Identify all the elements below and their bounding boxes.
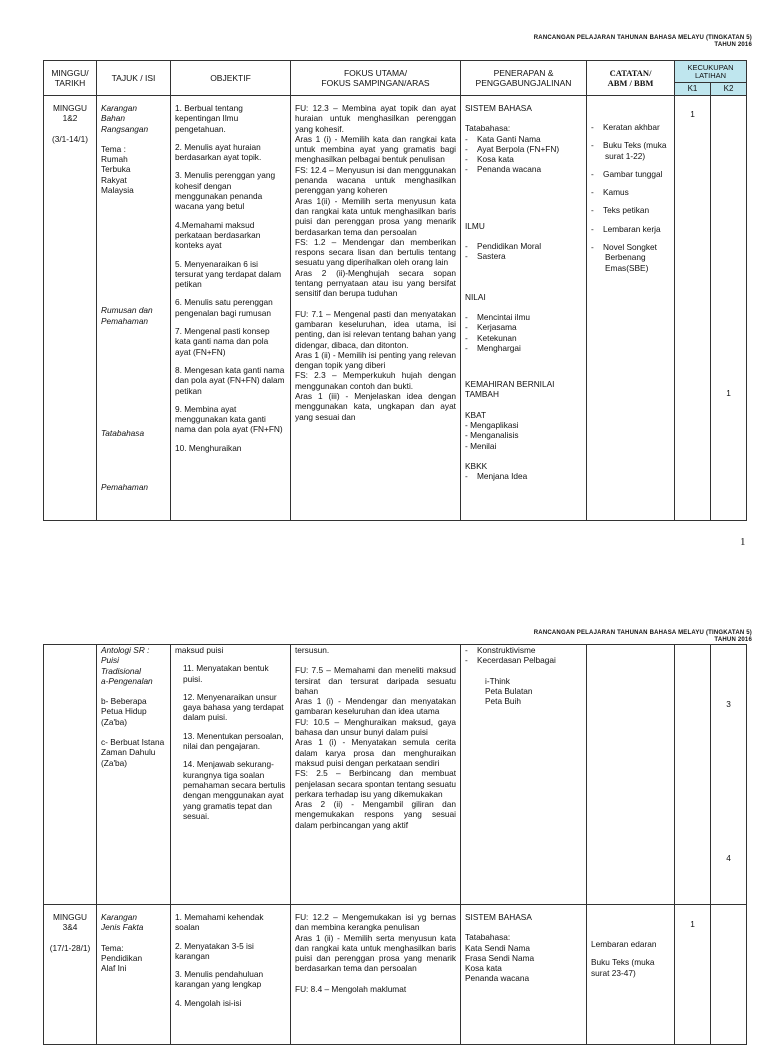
objektif-item: 4. Mengolah isi-isi [175, 997, 242, 1008]
col-catatan: CATATAN/ ABM / BBM [587, 61, 675, 96]
objektif-item: 7. Mengenal pasti konsep kata ganti nama dan pola ayat (FN+FN) [175, 326, 270, 357]
tatabahasa-item: - Kata Ganti Nama [465, 133, 541, 144]
header-year: TAHUN 2016 [714, 637, 752, 643]
k2-count: 1 [726, 388, 731, 398]
kbkk-item: - Menjana Idea [465, 471, 528, 482]
ithink-item: Peta Bulatan [485, 685, 533, 696]
fokus-item: FU: 10.5 – Menghuraikan maksud, gaya bahasa dan unsur bunyi dalam puisi [295, 716, 456, 738]
kbat-heading: KBAT [465, 409, 487, 420]
tatabahasa-item: - Kosa kata [465, 154, 514, 165]
kbat-item: - Menganalisis [465, 430, 519, 441]
page-number: 1 [740, 536, 746, 548]
rpt-table-page2 [43, 644, 747, 1045]
col-penerapan: PENERAPAN & PENGGABUNGJALINAN [461, 61, 587, 96]
kemahiran-heading: KEMAHIRAN BERNILAI TAMBAH [465, 379, 555, 400]
objektif-item: 2. Menyatakan 3-5 isi karangan [175, 940, 254, 961]
fokus-item: Aras 2 (ii)-Menghujah secara sopan tentang pernyataan atau isu yang bersifat sensitif dan berupa tuduhan [295, 267, 456, 299]
fokus-item: FU: 12.2 – Mengemukakan isi yg bernas dan membina kerangka penulisan [295, 912, 456, 933]
fokus-item: FS: 1.2 – Mendengar dan memberikan respons secara lisan dan bertulis tentang sesuatu yang diperihalkan oleh orang lain [295, 236, 456, 268]
tema-label: Tema: [101, 942, 124, 953]
tajuk-petua-hidup: b- Beberapa Petua Hidup (Za'ba) [101, 696, 147, 727]
penerapan-item: - Kecerdasan Pelbagai [465, 655, 556, 666]
catatan-item: Buku Teks (muka surat 23-47) [591, 957, 655, 978]
cell-k1 [675, 96, 711, 521]
nilai-item: - Menghargai [465, 342, 521, 353]
k1-count: 1 [690, 109, 695, 119]
objektif-item: 4.Memahami maksud perkataan berdasarkan konteks ayat [175, 219, 261, 251]
objektif-item: maksud puisi [175, 645, 224, 655]
objektif-item: 5. Menyenaraikan 6 isi tersurat yang terdapat dalam petikan [175, 258, 282, 290]
tema-line: Terbuka [101, 164, 131, 175]
tajuk-line: Puisi [101, 655, 119, 666]
fokus-item: FS: 12.4 – Menyusun isi dan menggunakan penanda wacana untuk menghasilkan perenggan yang koheren [295, 164, 456, 196]
objektif-item: 3. Menulis pendahuluan karangan yang lengkap [175, 969, 264, 990]
tajuk-tatabahasa: Tatabahasa [101, 427, 145, 438]
objektif-item: 11. Menyatakan bentuk puisi. [183, 663, 269, 684]
tajuk-line: Jenis Fakta [101, 922, 144, 933]
fokus-item: FU: 7.1 – Mengenal pasti dan menyatakan gambaran keseluruhan, idea utama, isi penting, dan isi relevan tentang bahan yang didengar, dibaca, dan ditonton. [295, 308, 456, 350]
catatan-item: - Teks petikan [591, 205, 650, 216]
col-k1: K1 [675, 83, 711, 96]
cell-fokus [291, 645, 461, 905]
objektif-item: 1. Memahami kehendak soalan [175, 912, 264, 933]
kbkk-heading: KBKK [465, 460, 488, 471]
cell-fokus [291, 96, 461, 521]
tatabahasa-item: - Ayat Berpola (FN+FN) [465, 143, 560, 154]
minggu-label: MINGGU 1&2 [52, 103, 88, 124]
tarikh-label: (3/1-14/1) [52, 133, 88, 144]
tema-line: Rakyat [101, 174, 127, 185]
table-row-sastera [44, 645, 747, 905]
fokus-item: FU: 7.5 – Memahami dan meneliti maksud tersirat dan tersurat daripada sesuatu bahan [295, 665, 456, 696]
objektif-item: 6. Menulis satu perenggan pengenalan bagi rumusan [175, 297, 273, 318]
k2-count: 4 [726, 853, 731, 864]
tatabahasa-item: Frasa Sendi Nama [465, 952, 535, 963]
cell-penerapan [461, 96, 587, 521]
col-minggu: MINGGU/ TARIKH [44, 61, 97, 96]
objektif-item: 1. Berbual tentang kepentingan Ilmu pengetahuan. [175, 103, 243, 134]
nilai-item: - Ketekunan [465, 332, 517, 343]
fokus-item: tersusun. [295, 645, 330, 655]
nilai-item: - Mencintai ilmu [465, 311, 531, 322]
fokus-item: Aras 1 (ii) - Memilih isi penting yang relevan dengan topik yang diberi [295, 349, 456, 371]
tatabahasa-label: Tatabahasa: [465, 932, 511, 943]
catatan-item: - Kamus [591, 187, 629, 198]
header-title: RANCANGAN PELAJARAN TAHUNAN BAHASA MELAYU (TINGKATAN 5) [533, 630, 752, 636]
tajuk-line: Tradisional [101, 665, 141, 676]
cell-objektif [171, 645, 291, 905]
tajuk-line: Karangan [101, 912, 137, 922]
ilmu-heading: ILMU [465, 220, 485, 231]
cell-k1 [675, 645, 711, 905]
catatan-item: - Keratan akhbar [591, 122, 660, 132]
minggu-label: MINGGU 3&4 [52, 912, 88, 933]
tarikh-label: (17/1-28/1) [49, 942, 91, 953]
rpt-table-page1 [43, 60, 747, 521]
tema-label: Tema : [101, 143, 126, 154]
fokus-item: FU: 12.3 – Membina ayat topik dan ayat huraian untuk menghasilkan perenggan yang kohesif. [295, 103, 456, 134]
objektif-item: 12. Menyenaraikan unsur gaya bahasa yang terdapat dalam puisi. [183, 691, 284, 723]
page-header [534, 35, 752, 49]
cell-catatan [587, 645, 675, 905]
objektif-item: 3. Menulis perenggan yang kohesif dengan menggunakan penanda wacana yang betul [175, 170, 276, 212]
tatabahasa-item: Kata Sendi Nama [465, 942, 531, 953]
tatabahasa-label: Tatabahasa: [465, 123, 511, 134]
tajuk-pengenalan: a-Pengenalan [101, 675, 153, 686]
cell-penerapan [461, 645, 587, 905]
cell-tajuk [97, 645, 171, 905]
table-row-minggu-1-2 [44, 96, 747, 521]
tajuk-line: Rangsangan [101, 123, 149, 134]
cell-minggu [44, 96, 97, 521]
ilmu-item: - Pendidikan Moral [465, 241, 542, 252]
catatan-item: - Novel Songket Berbenang Emas(SBE) [591, 242, 657, 273]
ilmu-item: - Sastera [465, 251, 506, 262]
fokus-item: Aras 1 (iii) - Menjelaskan idea dengan menggunakan kata, ungkapan dan ayat yang sesuai dan [295, 391, 456, 422]
tema-line: Malaysia [101, 185, 134, 196]
tema-line: Alaf Ini [101, 963, 127, 974]
fokus-item: Aras 1 (i) - Memilih kata dan rangkai kata untuk membina ayat yang gramatis bagi menghasilkan pelbagai bentuk penulisan [295, 133, 456, 165]
tajuk-rumusan: Rumusan dan [101, 305, 153, 316]
tatabahasa-item: Penanda wacana [465, 973, 530, 984]
tajuk-line: Antologi SR : [101, 645, 150, 655]
catatan-item: - Lembaran kerja [591, 223, 661, 234]
fokus-item: Aras 1 (i) - Menyatakan semula cerita dalam karya prosa dan menghuraikan maksud puisi dengan perkataan sendiri [295, 737, 456, 768]
objektif-item: 13. Menentukan persoalan, nilai dan pengajaran. [183, 730, 284, 752]
ithink-heading: i-Think [485, 675, 510, 686]
nilai-item: - Kerjasama [465, 322, 517, 333]
nilai-heading: NILAI [465, 291, 486, 302]
objektif-item: 9. Membina ayat menggunakan kata ganti nama dan pola ayat (FN+FN) [175, 403, 283, 435]
tajuk-berbuat-istana: c- Berbuat Istana Zaman Dahulu (Za'ba) [101, 737, 165, 768]
tajuk-line: Karangan [101, 103, 137, 113]
fokus-item: Aras 1(ii) - Memilih serta menyusun kata dan rangkai kata untuk menghasilkan baris puisi dan perenggan prosa yang menarik berdasarkan tema dan persoalan [295, 195, 456, 237]
fokus-item: Aras 1 (ii) - Memilih serta menyusun kata dan rangkai kata untuk menghasilkan baris puisi dan perenggan prosa yang menarik berdasarkan tema dan persoalan [295, 932, 456, 974]
fokus-item: Aras 1 (i) - Mendengar dan menyatakan gambaran keseluruhan dan idea utama [295, 696, 456, 717]
tajuk-line: Bahan [101, 113, 125, 124]
k2-count: 3 [726, 699, 731, 709]
objektif-item: 10. Menghuraikan [175, 442, 242, 453]
col-tajuk: TAJUK / ISI [97, 61, 171, 96]
tema-line: Rumah [101, 154, 128, 165]
fokus-item: FS: 2.5 – Berbincang dan membuat penjelasan secara spontan tentang sesuatu perkara terhadap isu yang dikemukakan [295, 768, 456, 799]
header-year: TAHUN 2016 [714, 42, 752, 48]
penerapan-item: - Konstruktivisme [465, 645, 536, 655]
col-fokus: FOKUS UTAMA/ FOKUS SAMPINGAN/ARAS [291, 61, 461, 96]
tatabahasa-item: - Penanda wacana [465, 164, 542, 175]
sistem-bahasa-heading: SISTEM BAHASA [465, 912, 532, 922]
fokus-item: Aras 2 (ii) - Mengambil giliran dan mengemukakan respons yang sesuai dalam perbincangan yang aktif [295, 799, 456, 830]
tatabahasa-item: Kosa kata [465, 963, 502, 974]
catatan-item: Lembaran edaran [591, 939, 657, 949]
col-objektif: OBJEKTIF [171, 61, 291, 96]
header-title: RANCANGAN PELAJARAN TAHUNAN BAHASA MELAYU (TINGKATAN 5) [533, 35, 752, 41]
objektif-item: 14. Menjawab sekurang-kurangnya tiga soalan pemahaman secara bertulis dengan menggunakan ayat yang gramatis tepat dan sesuai. [183, 759, 286, 821]
sistem-bahasa-heading: SISTEM BAHASA [465, 103, 532, 113]
tema-line: Pendidikan [101, 952, 143, 963]
col-kecukupan: KECUKUPAN LATIHAN [675, 61, 747, 83]
cell-k2 [711, 645, 747, 905]
kbat-item: - Mengaplikasi [465, 420, 519, 431]
cell-tajuk [97, 96, 171, 521]
cell-objektif [171, 96, 291, 521]
cell-minggu [44, 645, 97, 905]
page-header [534, 630, 752, 644]
objektif-item: 2. Menulis ayat huraian berdasarkan ayat topik. [175, 141, 262, 163]
ithink-item: Peta Buih [485, 696, 521, 707]
fokus-item: FS: 2.3 – Memperkukuh hujah dengan menggunakan contoh dan bukti. [295, 370, 456, 391]
cell-k2 [711, 96, 747, 521]
catatan-item: - Buku Teks (muka surat 1-22) [591, 140, 667, 161]
kbat-item: - Menilai [465, 440, 497, 451]
k1-count: 1 [690, 919, 695, 929]
objektif-item: 8. Mengesan kata ganti nama dan pola ayat (FN+FN) dalam petikan [175, 364, 285, 396]
col-k2: K2 [711, 83, 747, 96]
tajuk-pemahaman: Pemahaman [101, 482, 149, 493]
cell-catatan [587, 96, 675, 521]
fokus-item: FU: 8.4 – Mengolah maklumat [295, 983, 407, 994]
tajuk-rumusan: Pemahaman [101, 315, 149, 326]
catatan-item: - Gambar tunggal [591, 168, 663, 179]
